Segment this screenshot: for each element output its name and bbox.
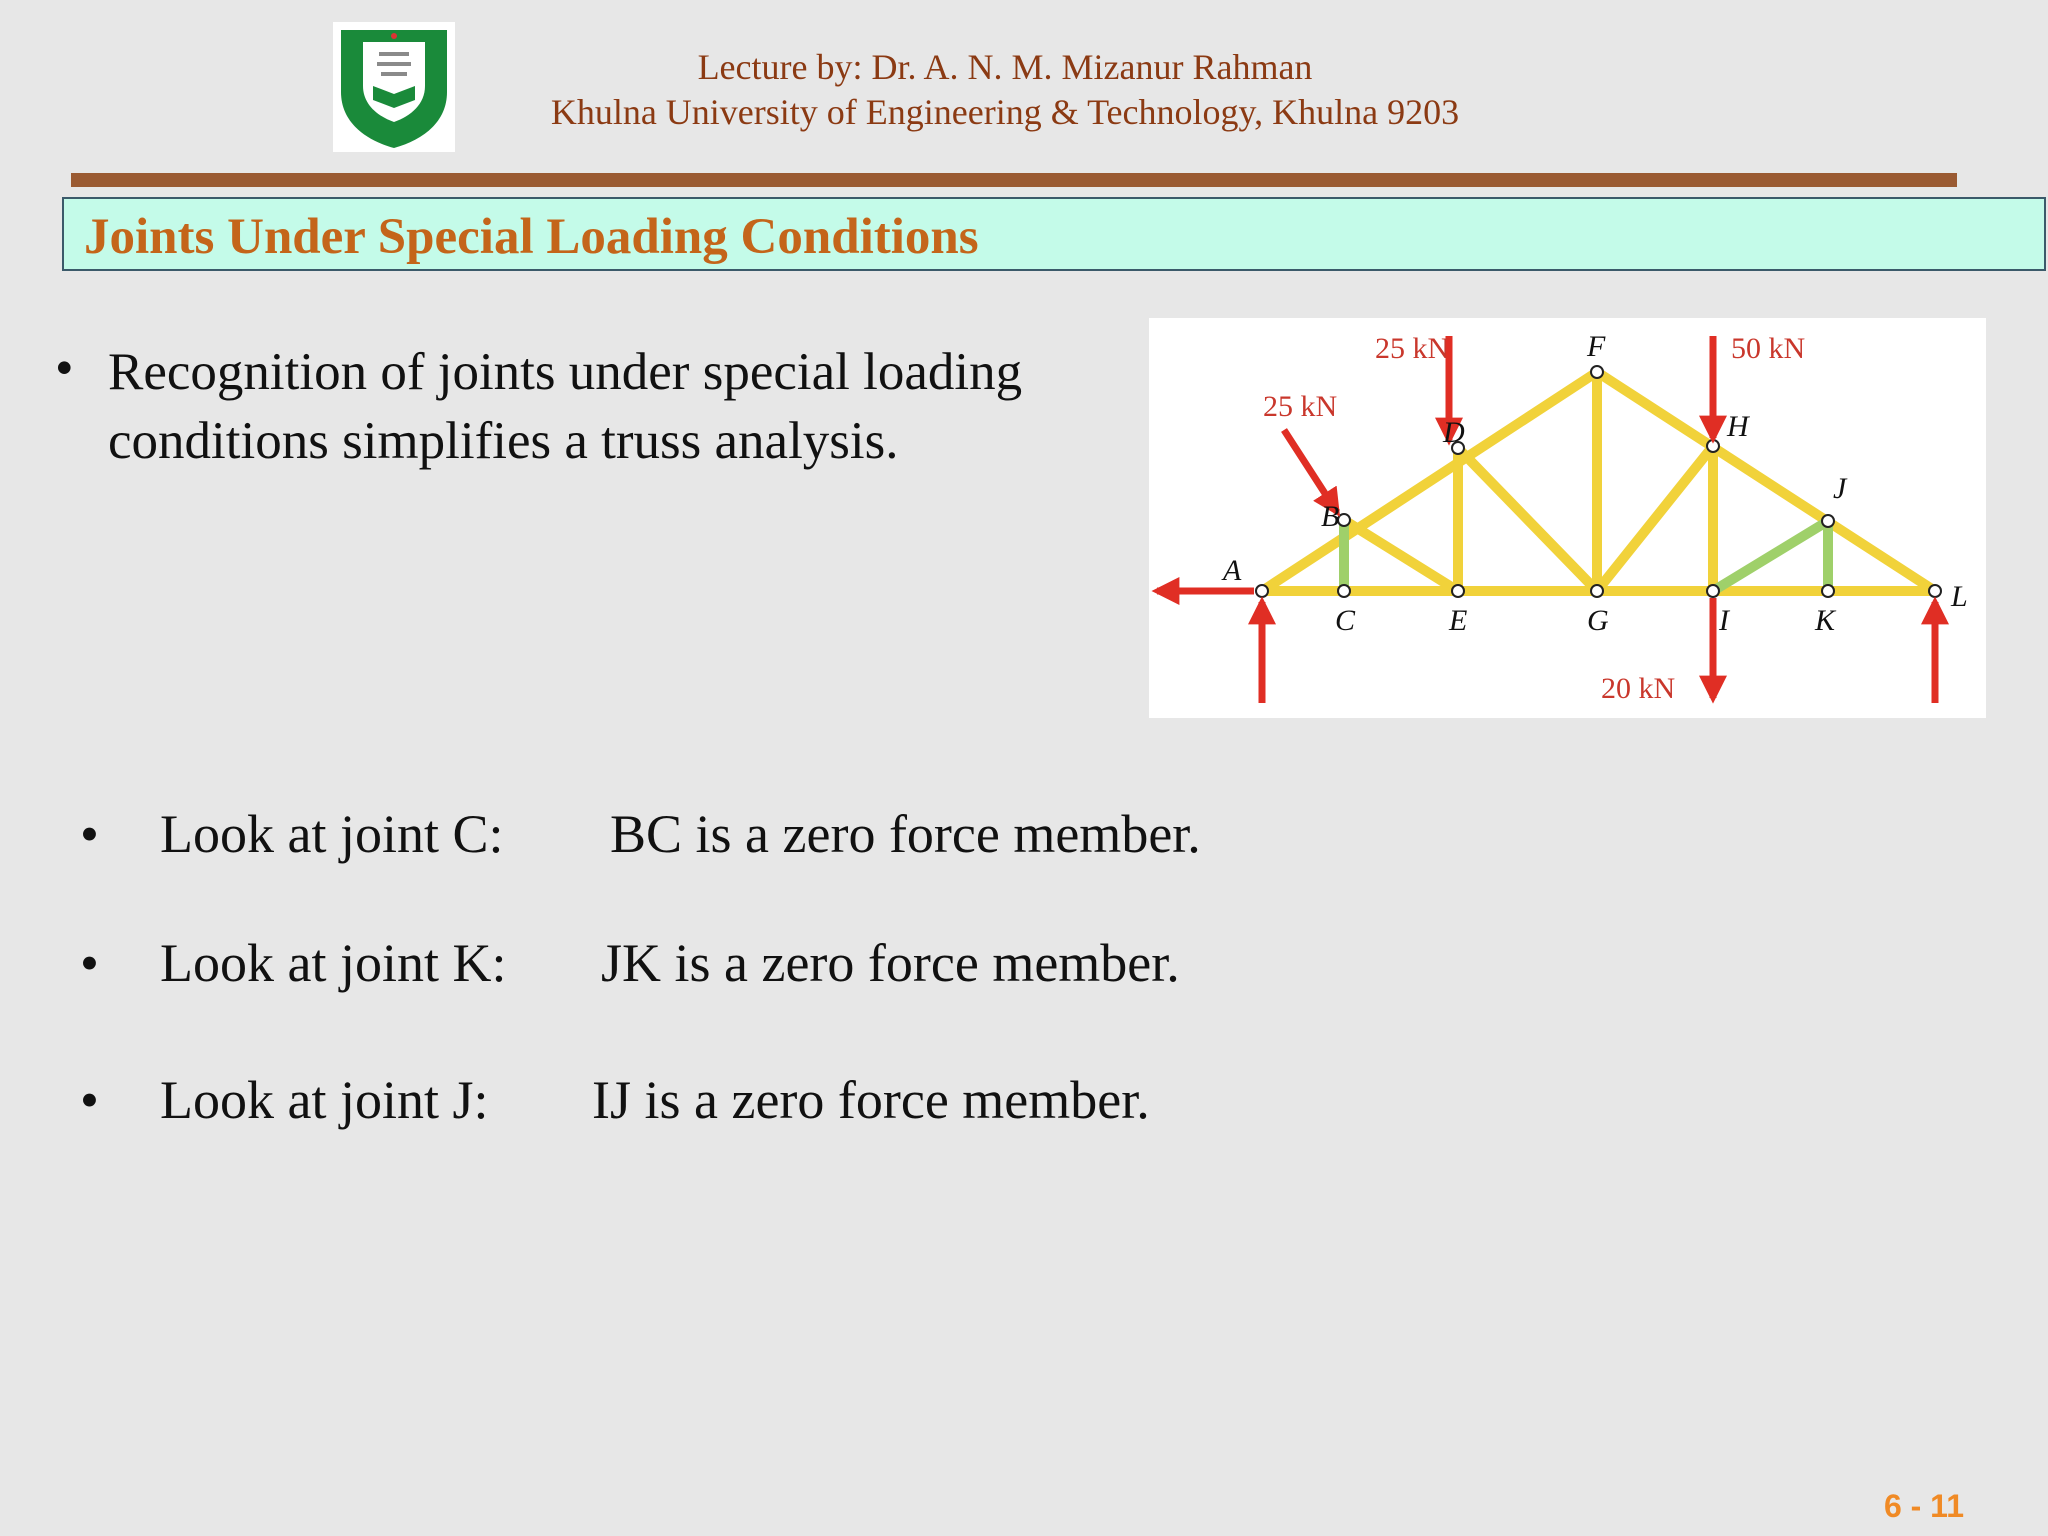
bullet-marker: • — [80, 1070, 99, 1130]
joint-j-label: Look at joint J: — [160, 1070, 489, 1130]
joint-i — [1707, 585, 1719, 597]
load-i-label: 20 kN — [1601, 672, 1676, 705]
intro-text: Recognition of joints under special loading conditions simplifies a truss analysis. — [108, 343, 1023, 470]
joint-g — [1591, 585, 1603, 597]
joint-j-note: IJ is a zero force member. — [592, 1070, 1150, 1130]
university-line: Khulna University of Engineering & Technology, Khulna 9203 — [550, 92, 1460, 132]
label-b: B — [1321, 500, 1340, 533]
truss-figure — [1149, 318, 1986, 718]
label-i: I — [1719, 604, 1729, 637]
label-h: H — [1727, 410, 1749, 443]
joint-f — [1591, 366, 1603, 378]
university-crest-icon — [333, 22, 455, 152]
load-h-label: 50 kN — [1731, 332, 1806, 365]
member-ij — [1713, 521, 1828, 591]
joint-b — [1338, 514, 1350, 526]
bullet-marker: • — [55, 339, 74, 397]
slide-title: Joints Under Special Loading Conditions — [84, 209, 979, 265]
joint-k-note: JK is a zero force member. — [601, 933, 1180, 993]
label-l: L — [1951, 580, 1968, 613]
joint-a — [1256, 585, 1268, 597]
label-d: D — [1443, 416, 1465, 449]
joint-k-label: Look at joint K: — [160, 933, 507, 993]
lecturer-line: Lecture by: Dr. A. N. M. Mizanur Rahman — [697, 47, 1313, 87]
joint-c-note: BC is a zero force member. — [610, 804, 1201, 864]
joint-j — [1822, 515, 1834, 527]
page-number: 6 - 11 — [1883, 1488, 1964, 1524]
label-c: C — [1335, 604, 1356, 637]
label-a: A — [1223, 554, 1242, 587]
title-bar — [62, 197, 2046, 271]
bullet-marker: • — [80, 933, 99, 993]
bullet-marker: • — [80, 804, 99, 864]
university-logo — [333, 22, 455, 152]
label-k: K — [1815, 604, 1836, 637]
load-d-label: 25 kN — [1375, 332, 1450, 365]
joint-e — [1452, 585, 1464, 597]
joint-c — [1338, 585, 1350, 597]
joint-k — [1822, 585, 1834, 597]
label-g: G — [1587, 604, 1609, 637]
joint-l — [1929, 585, 1941, 597]
joint-h — [1707, 440, 1719, 452]
lecture-header — [480, 45, 1530, 135]
header-divider — [71, 173, 1957, 187]
label-j: J — [1833, 472, 1847, 505]
truss-diagram — [1149, 318, 1986, 718]
label-f: F — [1587, 330, 1606, 363]
load-b-label: 25 kN — [1263, 390, 1338, 423]
joint-c-label: Look at joint C: — [160, 804, 504, 864]
label-e: E — [1449, 604, 1468, 637]
